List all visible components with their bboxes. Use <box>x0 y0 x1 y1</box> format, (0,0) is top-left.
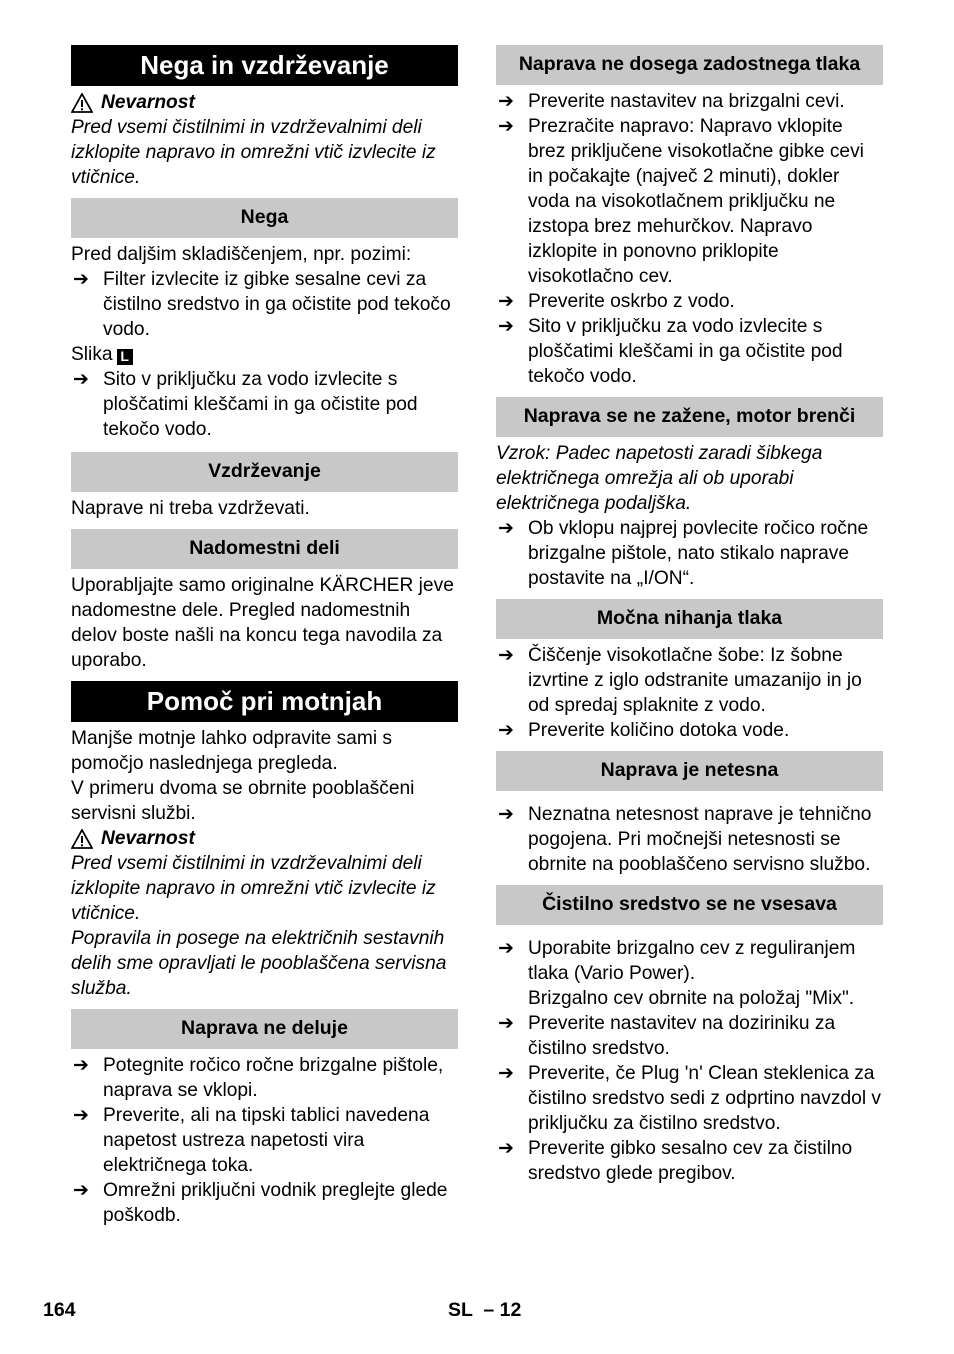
list-item: ➔ Omrežni priključni vodnik preglejte glede poškodb. <box>73 1180 448 1226</box>
right-column <box>496 45 883 1186</box>
section-heading-detergent: Čistilno sredstvo se ne vsesava <box>496 885 883 925</box>
danger-label: Nevarnost <box>101 92 195 113</box>
nega-list-2 <box>71 367 458 442</box>
warning-triangle-icon <box>71 93 93 113</box>
arrow-right-icon: ➔ <box>498 938 514 959</box>
arrow-right-icon: ➔ <box>498 1138 514 1159</box>
arrow-right-icon: ➔ <box>498 1063 514 1084</box>
section-heading-fluctuation: Močna nihanja tlaka <box>496 599 883 639</box>
section-heading-not-working: Naprava ne deluje <box>71 1009 458 1049</box>
section-heading-nega: Nega <box>71 198 458 238</box>
arrow-right-icon: ➔ <box>73 1055 89 1076</box>
nega-intro: Pred daljšim skladiščenjem, npr. pozimi: <box>71 244 412 265</box>
arrow-right-icon: ➔ <box>73 1105 89 1126</box>
detergent-list <box>496 936 883 1186</box>
arrow-right-icon: ➔ <box>73 369 89 390</box>
list-item: ➔ Preverite, če Plug 'n' Clean steklenica za čistilno sredstvo sedi z odprtino navzdol v priključku za čistilno sredstvo. <box>498 1063 882 1134</box>
arrow-right-icon: ➔ <box>73 1180 89 1201</box>
danger-label: Nevarnost <box>101 828 195 849</box>
maintenance-text: Naprave ni treba vzdrževati. <box>71 498 310 519</box>
figure-letter-badge: L <box>117 349 133 365</box>
danger-text: Pred vsemi čistilnimi in vzdrževalnimi deli izklopite napravo in omrežni vtič izvlecite iz vtičnice. <box>71 853 436 924</box>
list-item: ➔ Preverite količino dotoka vode. <box>498 720 790 741</box>
left-column <box>71 45 458 1228</box>
list-item: ➔ Sito v priključku za vodo izvlecite s ploščatimi kleščami in ga očistite pod tekočo vodo. <box>73 369 418 440</box>
section-heading-motor-hums: Naprava se ne zažene, motor brenči <box>496 397 883 437</box>
list-item: ➔ Čiščenje visokotlačne šobe: Iz šobne izvrtine z iglo odstranite umazanijo in jo od spredaj splaknite z vodo. <box>498 645 862 716</box>
pressure-list <box>496 89 883 389</box>
arrow-right-icon: ➔ <box>498 720 514 741</box>
list-item: ➔ Prezračite napravo: Napravo vklopite brez priključene visokotlačne gibke cevi in počakajte (največ 2 minuti), dokler voda na visokotlačnem priključku ne izstopa brez mehurčkov. Napravo izklopite in ponovno priklopite visokotlačno cev. <box>498 116 864 287</box>
danger-text: Pred vsemi čistilnimi in vzdrževalnimi deli izklopite napravo in omrežni vtič izvlecite iz vtičnice. <box>71 117 436 188</box>
list-item: ➔ Preverite nastavitev na doziriniku za čistilno sredstvo. <box>498 1013 836 1059</box>
troubleshooting-title: Pomoč pri motnjah <box>71 681 458 722</box>
section-heading-spare-parts: Nadomestni deli <box>71 529 458 569</box>
troubleshooting-intro-2: V primeru dvoma se obrnite pooblaščeni servisni službi. <box>71 778 415 824</box>
arrow-right-icon: ➔ <box>498 518 514 539</box>
arrow-right-icon: ➔ <box>498 804 514 825</box>
spare-parts-text: Uporabljajte samo originalne KÄRCHER jeve nadomestne dele. Pregled nadomestnih delov boste našli na koncu tega navodila za uporabo. <box>71 575 454 671</box>
section-heading-vzdrzevanje: Vzdrževanje <box>71 452 458 492</box>
arrow-right-icon: ➔ <box>498 645 514 666</box>
danger-text-2: Popravila in posege na električnih sestavnih delih sme opravljati le pooblaščena servisna služba. <box>71 928 447 999</box>
figure-reference <box>71 342 458 367</box>
leaking-list <box>496 802 883 877</box>
list-item: ➔ Preverite nastavitev na brizgalni cevi. <box>498 91 845 112</box>
troubleshooting-intro: Manjše motnje lahko odpravite sami s pomočjo naslednjega pregleda. <box>71 728 393 774</box>
page-number: 164 <box>43 1299 76 1321</box>
list-item: ➔ Potegnite ročico ročne brizgalne pištole, naprava se vklopi. <box>73 1055 444 1101</box>
section-heading-pressure: Naprava ne dosega zadostnega tlaka <box>496 45 883 85</box>
list-item: ➔ Sito v priključku za vodo izvlecite s ploščatimi kleščami in ga očistite pod tekočo vodo. <box>498 316 843 387</box>
list-item: ➔ Preverite gibko sesalno cev za čistilno sredstvo glede pregibov. <box>498 1138 853 1184</box>
list-item: ➔ Ob vklopu najprej povlecite ročico ročne brizgalne pištole, nato stikalo naprave postavite na „I/ON“. <box>498 518 869 589</box>
arrow-right-icon: ➔ <box>498 1013 514 1034</box>
fluctuation-list <box>496 643 883 743</box>
danger-heading <box>71 826 458 851</box>
list-item: ➔ Uporabite brizgalno cev z reguliranjem tlaka (Vario Power). Brizgalno cev obrnite na položaj "Mix". <box>498 938 856 1009</box>
figure-label: Slika <box>71 344 113 365</box>
care-maintenance-title: Nega in vzdrževanje <box>71 45 458 86</box>
list-item: ➔ Preverite oskrbo z vodo. <box>498 291 735 312</box>
nega-list-1 <box>71 267 458 342</box>
list-item: ➔ Filter izvlecite iz gibke sesalne cevi za čistilno sredstvo in ga očistite pod tekočo vodo. <box>73 269 451 340</box>
arrow-right-icon: ➔ <box>498 91 514 112</box>
arrow-right-icon: ➔ <box>498 316 514 337</box>
arrow-right-icon: ➔ <box>73 269 89 290</box>
arrow-right-icon: ➔ <box>498 116 514 137</box>
section-page-label: SL – 12 <box>448 1299 522 1321</box>
not-working-list <box>71 1053 458 1228</box>
warning-triangle-icon <box>71 829 93 849</box>
arrow-right-icon: ➔ <box>498 291 514 312</box>
list-item: ➔ Preverite, ali na tipski tablici navedena napetost ustreza napetosti vira električnega toka. <box>73 1105 430 1176</box>
list-item: ➔ Neznatna netesnost naprave je tehnično pogojena. Pri močnejši netesnosti se obrnite na pooblaščeno servisno službo. <box>498 804 872 875</box>
motor-list <box>496 516 883 591</box>
cause-text: Vzrok: Padec napetosti zaradi šibkega električnega omrežja ali ob uporabi električnega podaljška. <box>496 443 823 514</box>
danger-heading <box>71 90 458 115</box>
section-heading-leaking: Naprava je netesna <box>496 751 883 791</box>
